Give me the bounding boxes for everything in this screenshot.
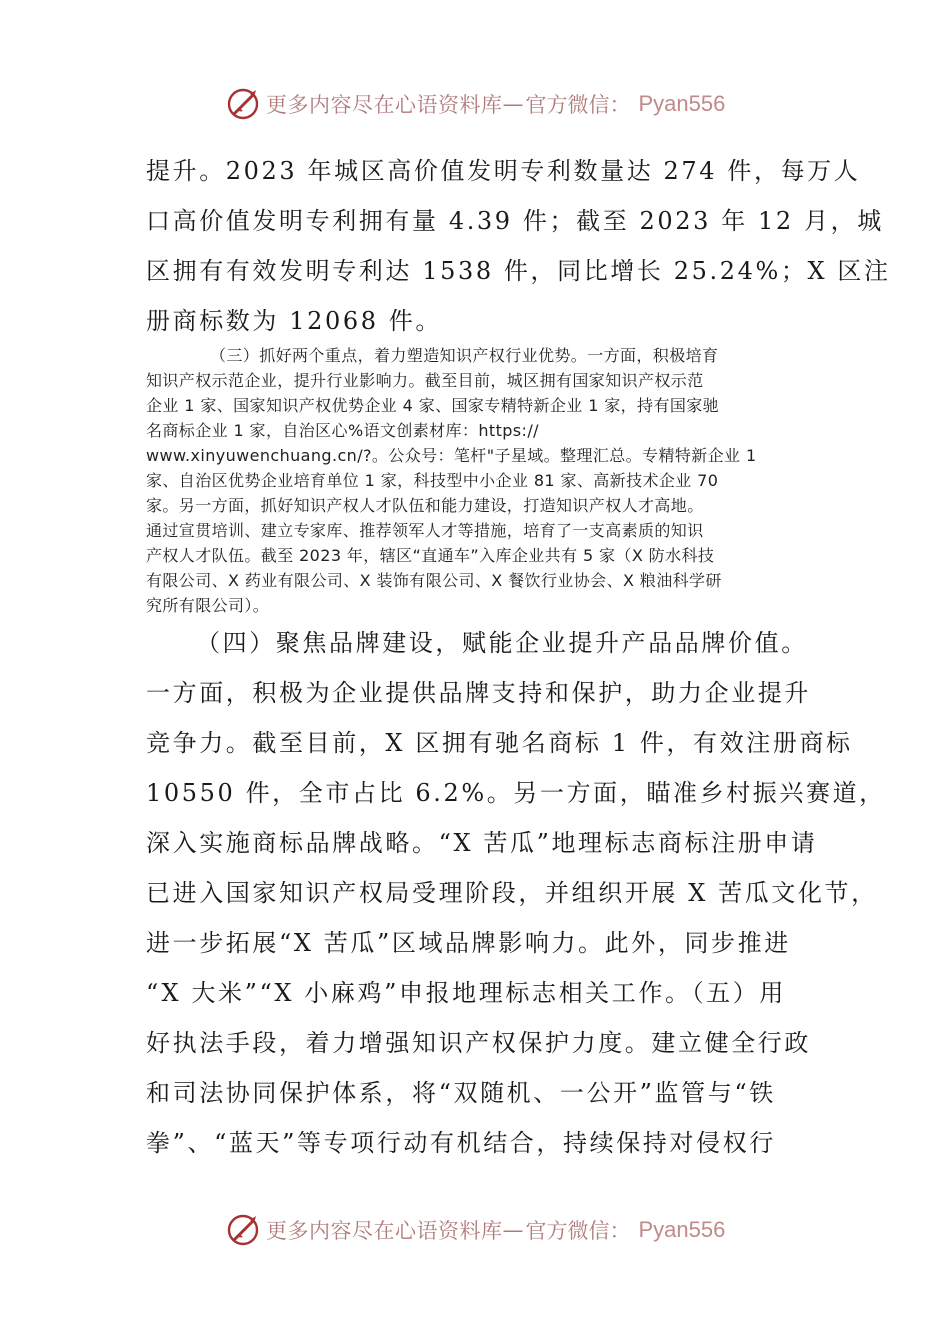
text-line: 进一步拓展“X 苦瓜”区域品牌影响力。此外，同步推进 [146,929,791,957]
text-line: 好执法手段，着力增强知识产权保护力度。建立健全行政 [146,1029,811,1057]
text-line: 已进入国家知识产权局受理阶段，并组织开展 X 苦瓜文化节， [146,879,878,907]
header-banner [226,84,726,124]
text-line: 一方面，积极为企业提供品牌支持和保护，助力企业提升 [146,679,811,707]
text-line: 深入实施商标品牌战略。“X 苦瓜”地理标志商标注册申请 [146,829,818,857]
text-line: 知识产权示范企业，提升行业影响力。截至目前，城区拥有国家知识产权示范 [146,371,704,390]
pen-logo-icon [226,1212,262,1248]
text-line: （三）抓好两个重点，着力塑造知识产权行业优势。一方面，积极培育 [210,346,719,365]
text-line: （四）聚焦品牌建设，赋能企业提升产品品牌价值。 [196,629,808,657]
text-line: 区拥有有效发明专利达 1538 件，同比增长 25.24%；X 区注 [146,257,891,285]
text-line: 有限公司、X 药业有限公司、X 装饰有限公司、X 餐饮行业协会、X 粮油科学研 [146,571,722,590]
text-line: 究所有限公司）。 [146,596,270,615]
text-line: 竞争力。截至目前，X 区拥有驰名商标 1 件，有效注册商标 [146,729,853,757]
text-line: 家。另一方面，抓好知识产权人才队伍和能力建设，打造知识产权人才高地。 [146,496,704,515]
text-line: 10550 件，全市占比 6.2%。另一方面，瞄准乡村振兴赛道， [146,779,886,807]
text-line: 提升。2023 年城区高价值发明专利数量达 274 件，每万人 [146,157,861,185]
text-line: 名商标企业 1 家，自治区心%语文创素材库：https:// [146,421,539,440]
footer-banner [226,1210,726,1250]
text-line: 产权人才队伍。截至 2023 年，辖区“直通车”入库企业共有 5 家（X 防水科技 [146,546,715,565]
text-line: 和司法协同保护体系，将“双随机、一公开”监管与“铁 [146,1079,776,1107]
text-line: 通过宣贯培训、建立专家库、推荐领军人才等措施，培育了一支高素质的知识 [146,521,704,540]
banner-text: 更多内容尽在心语资料库 [266,93,503,117]
banner-text: 更多内容尽在心语资料库 [266,1219,503,1243]
banner-separator: — [502,92,524,116]
text-line: 企业 1 家、国家知识产权优势企业 4 家、国家专精特新企业 1 家，持有国家驰 [146,396,720,415]
banner-separator: — [502,1218,524,1242]
text-line: “X 大米”“X 小麻鸡”申报地理标志相关工作。（五）用 [146,979,786,1007]
banner-wechat-id: Pyan556 [638,1217,726,1242]
text-line: www.xinyuwenchuang.cn/?。公众号：笔杆"子星域。整理汇总。专精特新企业 1 [146,446,757,465]
text-line: 拳”、“蓝天”等专项行动有机结合，持续保持对侵权行 [146,1129,776,1157]
text-line: 口高价值发明专利拥有量 4.39 件；截至 2023 年 12 月，城 [146,207,884,235]
banner-wechat-label: 官方微信： [525,1219,631,1243]
pen-logo-icon [226,86,262,122]
text-line: 家、自治区优势企业培育单位 1 家，科技型中小企业 81 家、高新技术企业 70 [146,471,719,490]
banner-wechat-label: 官方微信： [525,93,631,117]
banner-wechat-id: Pyan556 [638,91,726,116]
text-line: 册商标数为 12068 件。 [146,307,443,335]
